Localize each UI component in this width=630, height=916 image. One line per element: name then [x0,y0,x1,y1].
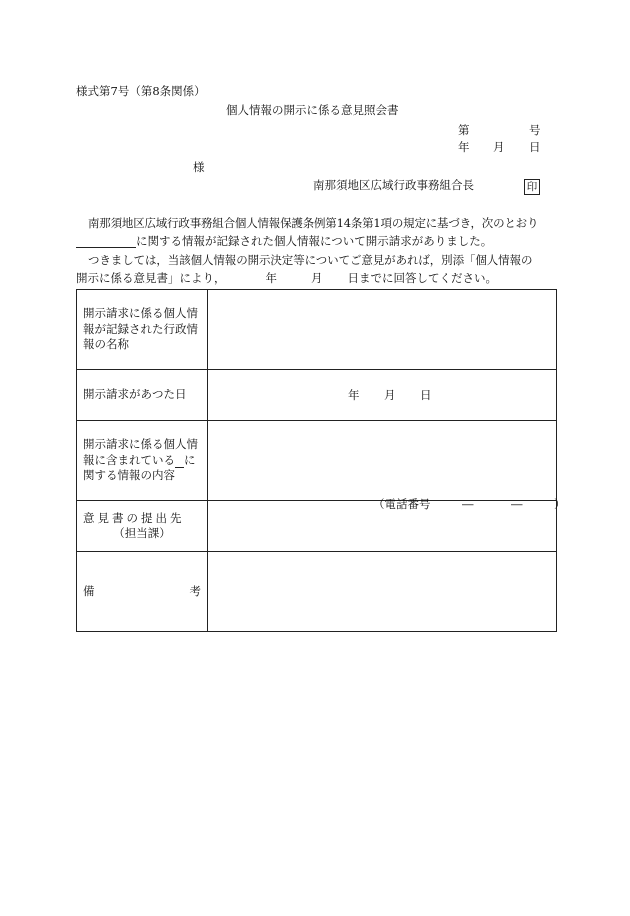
remarks-field[interactable] [208,552,557,632]
phone-close-paren: ） [554,497,566,511]
record-name-field[interactable] [208,290,557,370]
remarks-label-a: 備 [83,583,95,598]
submission-label-text: 意見書の提出先 [83,510,185,525]
request-date-day: 日 [420,388,432,402]
date-year-label: 年 [458,140,470,154]
date-month-label: 月 [493,140,505,154]
request-date-year: 年 [348,388,360,402]
body-line-4-a: 開示に係る意見書」により， [76,271,226,285]
body-line-2 [76,236,492,248]
record-name-label: 開示請求に係る個人情報が記録された行政情報の名称 [77,290,208,370]
remarks-label [77,552,208,632]
submission-field[interactable] [208,497,566,552]
number-label-go: 号 [529,123,541,137]
row-request-date [77,370,557,421]
submission-label-a [83,511,201,527]
sender-name: 南那須地区広域行政事務組合長 [313,178,474,192]
body-line-4-rest: 日までに回答してください。 [347,271,497,285]
remarks-label-row [83,584,201,600]
body-line-1: 南那須地区広域行政事務組合個人情報保護条例第14条第1項の規定に基づき，次のとおり [88,216,539,230]
addressee-suffix: 様 [193,160,205,174]
number-label-dai: 第 [458,123,470,137]
request-date-label: 開示請求があつた日 [77,370,208,421]
phone-dash-1: ― [462,497,474,511]
submission-label-b: （担当課） [113,526,171,540]
row-remarks [77,552,557,632]
blank-line-subject [76,237,136,248]
request-date-field[interactable] [208,370,557,421]
reply-month-label: 月 [311,271,323,285]
row-submission [77,501,557,552]
info-content-label [77,421,208,501]
remarks-label-b: 考 [189,583,201,598]
phone-dash-2: ― [511,497,523,511]
phone-open-label: （電話番号 [373,497,431,511]
row-info-content [77,421,557,501]
inquiry-table [76,289,566,632]
info-content-field[interactable] [208,421,557,501]
body-line-3: つきましては，当該個人情報の開示決定等についてご意見があれば，別添「個人情報の [88,253,533,267]
info-content-label-a: 開示請求に係る個人情報に含まれている [83,437,198,467]
document-title: 個人情報の開示に係る意見照会書 [226,103,399,117]
submission-label [77,501,208,552]
request-date-month: 月 [384,388,396,402]
reply-year-label: 年 [265,271,277,285]
seal-mark: 印 [524,179,540,195]
row-record-name [77,290,557,370]
body-line-4 [76,273,497,285]
info-content-label-b: に関する情報の内容 [83,452,196,483]
form-number: 様式第7号（第8条関係） [76,84,206,98]
date-day-label: 日 [529,140,541,154]
blank-line-third-party [175,457,184,468]
body-line-2-text: に関する情報が記録された個人情報について開示請求がありました。 [136,234,493,248]
